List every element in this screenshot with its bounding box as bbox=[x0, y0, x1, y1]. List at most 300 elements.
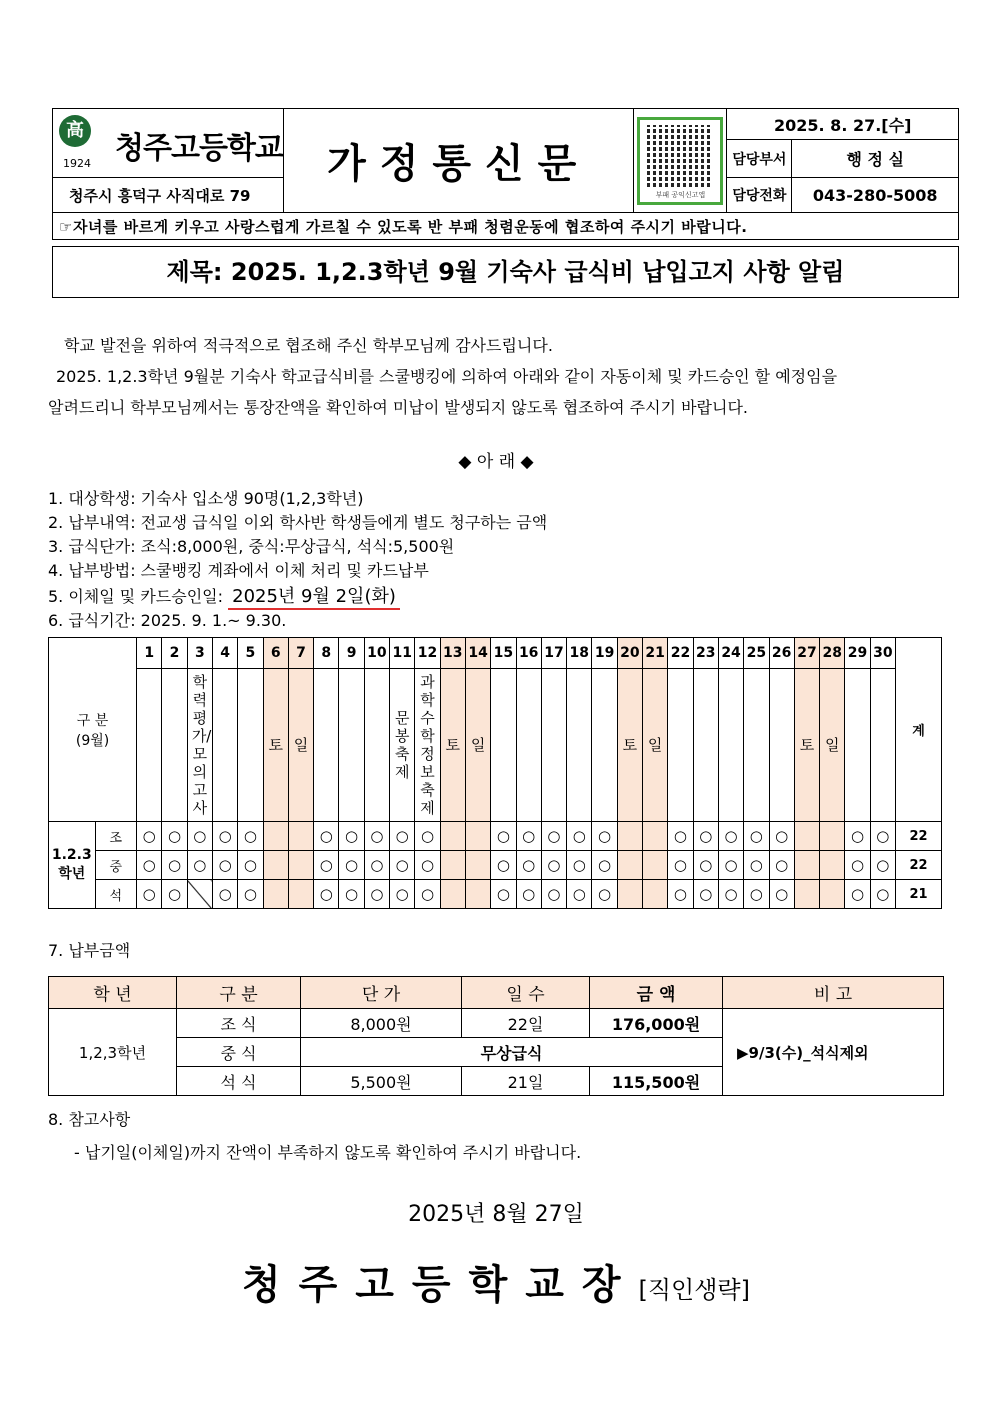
calendar-event-20 bbox=[617, 669, 642, 822]
item-5-label: 5. 이체일 및 카드승인일 bbox=[48, 587, 218, 606]
calendar-cell-lunch-23 bbox=[693, 851, 718, 880]
calendar-day-22: 22 bbox=[668, 638, 693, 669]
meal-mark: ○ bbox=[193, 856, 207, 874]
calendar-total-header: 계 bbox=[895, 638, 941, 822]
item-8-note: - 납기일(이체일)까지 잔액이 부족하지 않도록 확인하여 주시기 바랍니다. bbox=[74, 1143, 582, 1162]
meal-mark: ○ bbox=[370, 856, 384, 874]
meal-mark: ○ bbox=[673, 885, 687, 903]
calendar-event-9 bbox=[339, 669, 364, 822]
calendar-cell-dinner-16 bbox=[516, 880, 541, 909]
item-4-label: 4. 납부방법 bbox=[48, 561, 131, 580]
meal-mark: ○ bbox=[522, 856, 536, 874]
calendar-cell-lunch-14 bbox=[465, 851, 490, 880]
meal-mark: ○ bbox=[370, 827, 384, 845]
school-address: 청주시 흥덕구 사직대로 79 bbox=[53, 178, 284, 213]
phone-label: 담당전화 bbox=[727, 178, 792, 213]
calendar-day-26: 26 bbox=[769, 638, 794, 669]
anti-corruption-slogan: ☞자녀를 바르게 키우고 사랑스럽게 가르칠 수 있도록 반 부패 청렴운동에 협조하여 주시기 바랍니다. bbox=[53, 213, 959, 240]
calendar-day-14: 14 bbox=[465, 638, 490, 669]
meal-mark: ○ bbox=[547, 885, 561, 903]
qr-code-box[interactable] bbox=[634, 109, 727, 213]
item-3-label: 3. 급식단가 bbox=[48, 537, 131, 556]
calendar-event-text: 일 bbox=[293, 736, 309, 754]
payment-table bbox=[48, 976, 944, 1096]
calendar-header-text: 구 분 bbox=[76, 712, 109, 729]
pay-grade: 1,2,3학년 bbox=[49, 1009, 177, 1096]
footer-date: 2025년 8월 27일 bbox=[408, 1202, 584, 1227]
calendar-cell-lunch-13 bbox=[440, 851, 465, 880]
calendar-event-19 bbox=[592, 669, 617, 822]
calendar-cell-dinner-6 bbox=[263, 880, 288, 909]
calendar-cell-lunch-1 bbox=[137, 851, 162, 880]
school-logo-box bbox=[53, 109, 284, 178]
meal-mark: ○ bbox=[167, 856, 182, 874]
calendar-cell-breakfast-30 bbox=[870, 822, 895, 851]
meal-mark: ○ bbox=[775, 885, 789, 903]
item-1-label: 1. 대상학생 bbox=[48, 489, 131, 508]
calendar-day-5: 5 bbox=[238, 638, 263, 669]
meal-mark: ○ bbox=[775, 856, 789, 874]
meal-mark: ○ bbox=[673, 827, 687, 845]
meal-mark: ○ bbox=[699, 856, 713, 874]
calendar-cell-breakfast-1 bbox=[137, 822, 162, 851]
calendar-cell-dinner-5 bbox=[238, 880, 263, 909]
calendar-day-19: 19 bbox=[592, 638, 617, 669]
calendar-header-label bbox=[49, 638, 137, 822]
item-4 bbox=[48, 558, 429, 581]
calendar-day-18: 18 bbox=[567, 638, 592, 669]
calendar-cell-dinner-26 bbox=[769, 880, 794, 909]
meal-mark: ○ bbox=[496, 827, 510, 845]
calendar-day-8: 8 bbox=[314, 638, 339, 669]
meal-mark: ○ bbox=[420, 856, 435, 874]
dept-value: 행 정 실 bbox=[792, 140, 959, 178]
meal-mark: ○ bbox=[876, 856, 890, 874]
calendar-cell-breakfast-29 bbox=[845, 822, 870, 851]
calendar-event-text: 일 bbox=[824, 736, 840, 754]
calendar-grade-label bbox=[49, 822, 96, 909]
subject-title: 제목: 2025. 1,2.3학년 9월 기숙사 급식비 납입고지 사항 알림 bbox=[52, 246, 959, 298]
meal-mark: ○ bbox=[724, 827, 738, 845]
item-4-value: : 스쿨뱅킹 계좌에서 이체 처리 및 카드납부 bbox=[130, 561, 429, 580]
item-6-value: : 2025. 9. 1.~ 9.30. bbox=[130, 611, 287, 630]
pay-price-breakfast: 8,000원 bbox=[301, 1009, 462, 1038]
calendar-cell-dinner-11 bbox=[390, 880, 415, 909]
calendar-total-breakfast: 22 bbox=[895, 822, 941, 851]
meal-mark: ○ bbox=[243, 827, 257, 845]
calendar-cell-dinner-20 bbox=[617, 880, 642, 909]
calendar-cell-breakfast-6 bbox=[263, 822, 288, 851]
calendar-event-text: 학력평가/모의고사 bbox=[191, 673, 212, 817]
meal-mark: ○ bbox=[572, 827, 586, 845]
calendar-event-text: 토 bbox=[445, 736, 461, 754]
meal-mark: ○ bbox=[496, 885, 510, 903]
pay-days-breakfast: 22일 bbox=[462, 1009, 590, 1038]
meal-mark: ○ bbox=[876, 885, 890, 903]
calendar-cell-dinner-7 bbox=[288, 880, 313, 909]
calendar-event-10 bbox=[364, 669, 389, 822]
item-7: 7. 납부금액 bbox=[48, 941, 131, 960]
meal-mark: ○ bbox=[142, 827, 156, 845]
calendar-cell-lunch-25 bbox=[744, 851, 769, 880]
calendar-event-6 bbox=[263, 669, 288, 822]
meal-mark: ○ bbox=[724, 856, 738, 874]
meal-mark: ○ bbox=[345, 885, 359, 903]
item-1 bbox=[48, 486, 364, 509]
pay-lunch-free: 무상급식 bbox=[301, 1038, 723, 1067]
calendar-cell-lunch-22 bbox=[668, 851, 693, 880]
qr-caption: 부패 공익신고앱 bbox=[655, 190, 706, 199]
calendar-cell-dinner-13 bbox=[440, 880, 465, 909]
calendar-event-2 bbox=[162, 669, 187, 822]
calendar-cell-breakfast-9 bbox=[339, 822, 364, 851]
meal-mark: ○ bbox=[598, 827, 612, 845]
meal-mark: ○ bbox=[572, 856, 586, 874]
calendar-day-11: 11 bbox=[390, 638, 415, 669]
calendar-event-27 bbox=[794, 669, 819, 822]
calendar-cell-lunch-28 bbox=[820, 851, 845, 880]
meal-mark: ○ bbox=[598, 885, 612, 903]
calendar-cell-breakfast-2 bbox=[162, 822, 187, 851]
calendar-event-25 bbox=[744, 669, 769, 822]
meal-mark: ○ bbox=[876, 827, 890, 845]
calendar-cell-dinner-29 bbox=[845, 880, 870, 909]
meal-mark: ○ bbox=[522, 827, 536, 845]
calendar-event-4 bbox=[212, 669, 237, 822]
meal-mark: ○ bbox=[850, 885, 865, 903]
calendar-cell-dinner-23 bbox=[693, 880, 718, 909]
calendar-cell-dinner-17 bbox=[541, 880, 566, 909]
calendar-event-7 bbox=[288, 669, 313, 822]
calendar-cell-lunch-4 bbox=[212, 851, 237, 880]
calendar-cell-dinner-15 bbox=[491, 880, 516, 909]
item-8: 8. 참고사항 bbox=[48, 1110, 131, 1129]
calendar-event-26 bbox=[769, 669, 794, 822]
meal-mark: ○ bbox=[699, 827, 713, 845]
calendar-cell-dinner-22 bbox=[668, 880, 693, 909]
dept-label: 담당부서 bbox=[727, 140, 792, 178]
calendar-cell-breakfast-25 bbox=[744, 822, 769, 851]
calendar-cell-breakfast-8 bbox=[314, 822, 339, 851]
calendar-day-16: 16 bbox=[516, 638, 541, 669]
calendar-cell-breakfast-16 bbox=[516, 822, 541, 851]
meal-mark: ○ bbox=[370, 885, 384, 903]
pay-header-days: 일 수 bbox=[462, 977, 590, 1009]
calendar-event-29 bbox=[845, 669, 870, 822]
phone-value: 043-280-5008 bbox=[792, 178, 959, 213]
calendar-cell-dinner-12 bbox=[415, 880, 440, 909]
calendar-event-12 bbox=[415, 669, 440, 822]
calendar-cell-lunch-18 bbox=[567, 851, 592, 880]
calendar-header-month: (9월) bbox=[75, 732, 110, 749]
calendar-day-6: 6 bbox=[263, 638, 288, 669]
item-2-label: 2. 납부내역 bbox=[48, 513, 131, 532]
item-5: 5. 이체일 및 카드승인일: 2025년 9월 2일(화) bbox=[48, 582, 400, 608]
meal-mark: ○ bbox=[749, 885, 763, 903]
calendar-event-24 bbox=[718, 669, 743, 822]
calendar-cell-dinner-28 bbox=[820, 880, 845, 909]
pay-header-note: 비 고 bbox=[723, 977, 944, 1009]
meal-mark: ○ bbox=[142, 856, 156, 874]
meal-mark: ○ bbox=[673, 856, 687, 874]
meal-mark: ○ bbox=[598, 856, 612, 874]
calendar-cell-breakfast-11 bbox=[390, 822, 415, 851]
calendar-cell-breakfast-14 bbox=[465, 822, 490, 851]
calendar-event-13 bbox=[440, 669, 465, 822]
calendar-event-16 bbox=[516, 669, 541, 822]
calendar-cell-lunch-12 bbox=[415, 851, 440, 880]
calendar-cell-lunch-16 bbox=[516, 851, 541, 880]
body-paragraph-2b: 알려드리니 학부모님께서는 통장잔액을 확인하여 미납이 발생되지 않도록 협조하여 주시기 바랍니다. bbox=[48, 398, 749, 417]
calendar-cell-breakfast-24 bbox=[718, 822, 743, 851]
letter-header bbox=[52, 108, 959, 236]
item-6 bbox=[48, 608, 286, 631]
calendar-cell-dinner-25 bbox=[744, 880, 769, 909]
meal-mark: ○ bbox=[167, 885, 182, 903]
calendar-cell-breakfast-28 bbox=[820, 822, 845, 851]
calendar-cell-dinner-8 bbox=[314, 880, 339, 909]
calendar-cell-dinner-4 bbox=[212, 880, 237, 909]
calendar-event-text: 일 bbox=[470, 736, 486, 754]
calendar-day-29: 29 bbox=[845, 638, 870, 669]
calendar-cell-breakfast-23 bbox=[693, 822, 718, 851]
calendar-cell-dinner-10 bbox=[364, 880, 389, 909]
meal-mark: ○ bbox=[395, 827, 409, 845]
pay-header-grade: 학 년 bbox=[49, 977, 177, 1009]
calendar-cell-dinner-19 bbox=[592, 880, 617, 909]
calendar-cell-breakfast-7 bbox=[288, 822, 313, 851]
meal-mark: ○ bbox=[572, 885, 586, 903]
calendar-cell-dinner-2 bbox=[162, 880, 187, 909]
calendar-cell-breakfast-12 bbox=[415, 822, 440, 851]
meal-mark: ○ bbox=[850, 856, 865, 874]
calendar-day-23: 23 bbox=[693, 638, 718, 669]
meal-mark: ○ bbox=[420, 885, 435, 903]
calendar-event-11 bbox=[390, 669, 415, 822]
meal-mark: ○ bbox=[218, 827, 232, 845]
calendar-day-13: 13 bbox=[440, 638, 465, 669]
pay-amount-dinner: 115,500원 bbox=[590, 1067, 723, 1096]
principal-signature bbox=[0, 1253, 992, 1310]
meal-mark: ○ bbox=[218, 885, 232, 903]
calendar-cell-breakfast-5 bbox=[238, 822, 263, 851]
calendar-cell-breakfast-17 bbox=[541, 822, 566, 851]
pay-header-amount: 금 액 bbox=[590, 977, 723, 1009]
item-2 bbox=[48, 510, 547, 533]
calendar-total-dinner: 21 bbox=[895, 880, 941, 909]
calendar-day-28: 28 bbox=[820, 638, 845, 669]
grade-label-line2: 학년 bbox=[58, 866, 86, 882]
calendar-cell-dinner-3 bbox=[187, 880, 212, 909]
meal-mark: ○ bbox=[775, 827, 789, 845]
meal-mark: ○ bbox=[420, 827, 435, 845]
meal-mark: ○ bbox=[395, 856, 409, 874]
body-paragraph-1: 학교 발전을 위하여 적극적으로 협조해 주신 학부모님께 감사드립니다. bbox=[64, 336, 553, 355]
calendar-event-8 bbox=[314, 669, 339, 822]
calendar-day-12: 12 bbox=[415, 638, 440, 669]
seal-omitted: [직인생략] bbox=[638, 1276, 750, 1304]
calendar-cell-dinner-14 bbox=[465, 880, 490, 909]
pay-type-dinner: 석 식 bbox=[177, 1067, 301, 1096]
meal-mark: ○ bbox=[522, 885, 536, 903]
calendar-cell-dinner-21 bbox=[643, 880, 668, 909]
meal-mark: ○ bbox=[547, 856, 561, 874]
meal-mark: ○ bbox=[243, 856, 257, 874]
calendar-event-text: 일 bbox=[647, 736, 663, 754]
calendar-day-3: 3 bbox=[187, 638, 212, 669]
document-title: 가정통신문 bbox=[284, 109, 634, 213]
calendar-day-27: 27 bbox=[794, 638, 819, 669]
calendar-cell-lunch-9 bbox=[339, 851, 364, 880]
meal-mark: ○ bbox=[319, 885, 333, 903]
pay-type-lunch: 중 식 bbox=[177, 1038, 301, 1067]
calendar-cell-dinner-9 bbox=[339, 880, 364, 909]
calendar-day-9: 9 bbox=[339, 638, 364, 669]
body-paragraph-2a: 2025. 1,2.3학년 9월분 기숙사 학교급식비를 스쿨뱅킹에 의하여 아래와 같이 자동이체 및 카드승인 할 예정임을 bbox=[56, 367, 838, 386]
calendar-cell-lunch-29 bbox=[845, 851, 870, 880]
calendar-event-22 bbox=[668, 669, 693, 822]
item-6-label: 6. 급식기간 bbox=[48, 611, 131, 630]
calendar-cell-lunch-10 bbox=[364, 851, 389, 880]
calendar-cell-breakfast-3 bbox=[187, 822, 212, 851]
calendar-day-15: 15 bbox=[491, 638, 516, 669]
calendar-event-1 bbox=[137, 669, 162, 822]
pay-header-price: 단 가 bbox=[301, 977, 462, 1009]
meal-mark: ○ bbox=[243, 885, 257, 903]
calendar-cell-lunch-26 bbox=[769, 851, 794, 880]
pay-days-dinner: 21일 bbox=[462, 1067, 590, 1096]
grade-label-line1: 1.2.3 bbox=[51, 847, 92, 863]
calendar-cell-breakfast-10 bbox=[364, 822, 389, 851]
calendar-cell-lunch-30 bbox=[870, 851, 895, 880]
item-2-value: : 전교생 급식일 이외 학사반 학생들에게 별도 청구하는 금액 bbox=[130, 513, 548, 532]
school-name: 청주고등학교 bbox=[115, 131, 283, 166]
calendar-cell-lunch-27 bbox=[794, 851, 819, 880]
calendar-day-7: 7 bbox=[288, 638, 313, 669]
calendar-cell-breakfast-26 bbox=[769, 822, 794, 851]
meal-mark: ○ bbox=[547, 827, 561, 845]
calendar-event-17 bbox=[541, 669, 566, 822]
calendar-day-21: 21 bbox=[643, 638, 668, 669]
item-1-value: : 기숙사 입소생 90명(1,2,3학년) bbox=[130, 489, 364, 508]
calendar-event-text: 토 bbox=[622, 736, 638, 754]
qr-code-icon[interactable] bbox=[647, 125, 713, 187]
meal-mark: ○ bbox=[699, 885, 713, 903]
calendar-cell-lunch-20 bbox=[617, 851, 642, 880]
calendar-event-21 bbox=[643, 669, 668, 822]
calendar-event-text: 과학수학정보축제 bbox=[420, 673, 435, 817]
meal-mark: ○ bbox=[319, 856, 333, 874]
meal-mark: ○ bbox=[193, 827, 207, 845]
principal-name: 청주고등학교장 bbox=[242, 1262, 639, 1308]
transfer-date: 2025년 9월 2일(화) bbox=[228, 586, 400, 610]
meal-mark: ○ bbox=[395, 885, 409, 903]
calendar-day-17: 17 bbox=[541, 638, 566, 669]
calendar-cell-lunch-8 bbox=[314, 851, 339, 880]
meal-mark: ○ bbox=[496, 856, 510, 874]
calendar-cell-lunch-19 bbox=[592, 851, 617, 880]
calendar-cell-dinner-18 bbox=[567, 880, 592, 909]
calendar-event-18 bbox=[567, 669, 592, 822]
calendar-event-30 bbox=[870, 669, 895, 822]
calendar-day-4: 4 bbox=[212, 638, 237, 669]
item-3 bbox=[48, 534, 454, 557]
calendar-event-text: 토 bbox=[799, 736, 815, 754]
calendar-cell-lunch-15 bbox=[491, 851, 516, 880]
issue-date: 2025. 8. 27.[수] bbox=[727, 109, 959, 140]
pay-type-breakfast: 조 식 bbox=[177, 1009, 301, 1038]
calendar-cell-lunch-24 bbox=[718, 851, 743, 880]
calendar-total-lunch: 22 bbox=[895, 851, 941, 880]
calendar-cell-lunch-17 bbox=[541, 851, 566, 880]
calendar-cell-breakfast-21 bbox=[643, 822, 668, 851]
calendar-cell-breakfast-19 bbox=[592, 822, 617, 851]
calendar-cell-lunch-21 bbox=[643, 851, 668, 880]
calendar-day-2: 2 bbox=[162, 638, 187, 669]
calendar-cell-lunch-6 bbox=[263, 851, 288, 880]
calendar-day-20: 20 bbox=[617, 638, 642, 669]
meal-mark: ○ bbox=[724, 885, 738, 903]
meal-mark: ○ bbox=[850, 827, 865, 845]
pay-note: ▶9/3(수)_석식제외 bbox=[723, 1009, 944, 1096]
calendar-day-1: 1 bbox=[137, 638, 162, 669]
calendar-event-15 bbox=[491, 669, 516, 822]
calendar-day-10: 10 bbox=[364, 638, 389, 669]
calendar-cell-breakfast-18 bbox=[567, 822, 592, 851]
calendar-cell-breakfast-27 bbox=[794, 822, 819, 851]
meal-mark: ○ bbox=[749, 827, 763, 845]
calendar-event-28 bbox=[820, 669, 845, 822]
calendar-cell-breakfast-13 bbox=[440, 822, 465, 851]
pay-header-type: 구 분 bbox=[177, 977, 301, 1009]
meal-calendar-table bbox=[48, 637, 942, 909]
calendar-cell-lunch-3 bbox=[187, 851, 212, 880]
meal-mark: ○ bbox=[319, 827, 333, 845]
meal-mark: ○ bbox=[345, 827, 359, 845]
meal-mark: ○ bbox=[142, 885, 156, 903]
calendar-event-5 bbox=[238, 669, 263, 822]
calendar-meal-breakfast: 조 bbox=[95, 822, 137, 851]
calendar-day-24: 24 bbox=[718, 638, 743, 669]
calendar-cell-dinner-30 bbox=[870, 880, 895, 909]
calendar-meal-dinner: 석 bbox=[95, 880, 137, 909]
calendar-event-text: 토 bbox=[268, 736, 283, 754]
pay-price-dinner: 5,500원 bbox=[301, 1067, 462, 1096]
meal-mark: ○ bbox=[218, 856, 232, 874]
calendar-cell-dinner-1 bbox=[137, 880, 162, 909]
calendar-event-text: 문봉축제 bbox=[394, 709, 410, 781]
meal-mark: ○ bbox=[345, 856, 359, 874]
calendar-day-25: 25 bbox=[744, 638, 769, 669]
calendar-meal-lunch: 중 bbox=[95, 851, 137, 880]
school-emblem-icon: 高 bbox=[59, 115, 91, 147]
meal-mark: ○ bbox=[167, 827, 182, 845]
calendar-event-3 bbox=[187, 669, 212, 822]
calendar-cell-lunch-7 bbox=[288, 851, 313, 880]
meal-mark: ○ bbox=[749, 856, 763, 874]
calendar-cell-lunch-5 bbox=[238, 851, 263, 880]
calendar-cell-breakfast-22 bbox=[668, 822, 693, 851]
calendar-cell-lunch-2 bbox=[162, 851, 187, 880]
calendar-event-23 bbox=[693, 669, 718, 822]
calendar-cell-breakfast-4 bbox=[212, 822, 237, 851]
calendar-cell-lunch-11 bbox=[390, 851, 415, 880]
notice-heading: ◆ 아 래 ◆ bbox=[458, 452, 534, 472]
calendar-cell-breakfast-15 bbox=[491, 822, 516, 851]
founded-year: 1924 bbox=[63, 157, 91, 170]
calendar-cell-dinner-27 bbox=[794, 880, 819, 909]
item-3-value: : 조식:8,000원, 중식:무상급식, 석식:5,500원 bbox=[130, 537, 455, 556]
